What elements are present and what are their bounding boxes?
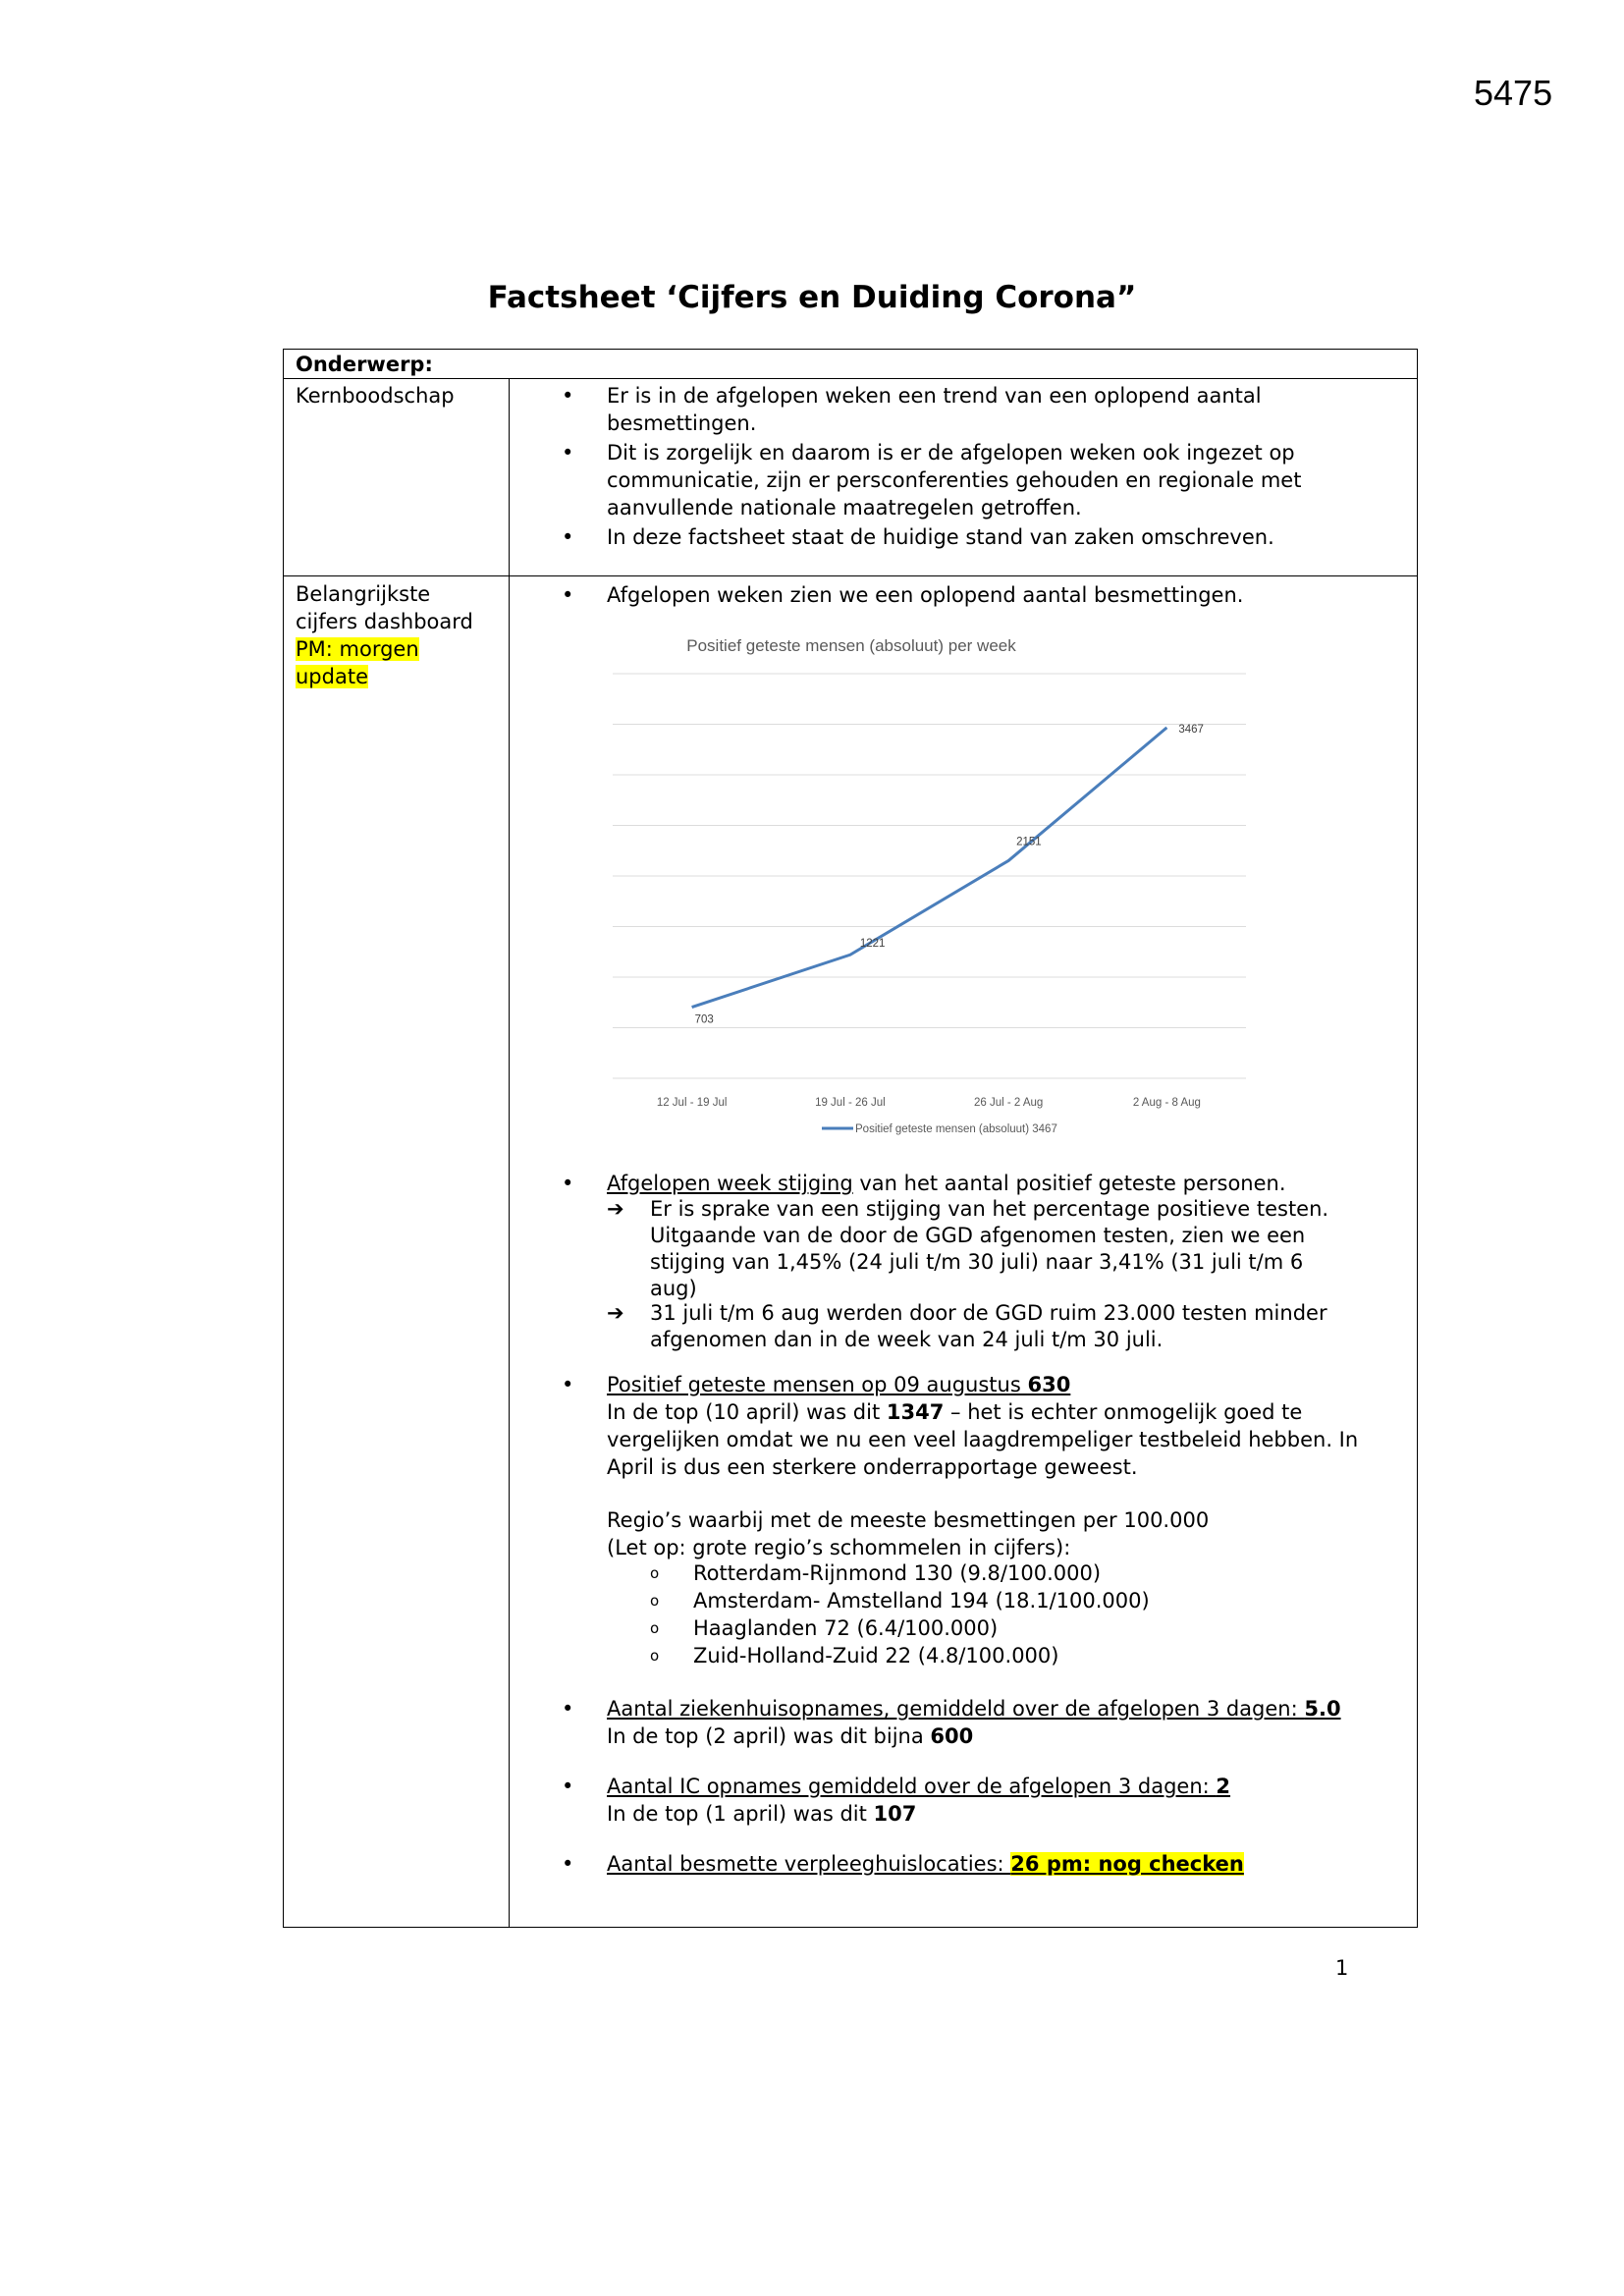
row-label-cijfers: Belangrijkste cijfers dashboard PM: morgen update bbox=[296, 582, 473, 688]
legend-label: Positief geteste mensen (absoluut) 3467 bbox=[855, 1123, 1057, 1135]
x-tick-label: 19 Jul - 26 Jul bbox=[815, 1097, 886, 1109]
arrow-right-icon: ➔ bbox=[607, 1197, 624, 1221]
data-label: 703 bbox=[694, 1013, 714, 1026]
page-title: Factsheet ‘Cijfers en Duiding Corona” bbox=[487, 280, 1137, 315]
row-label-kernboodschap: Kernboodschap bbox=[296, 384, 455, 408]
x-tick-label: 2 Aug - 8 Aug bbox=[1132, 1097, 1201, 1109]
data-label: 3467 bbox=[1178, 723, 1204, 736]
data-label: 1221 bbox=[859, 938, 886, 951]
arrow-right-icon: ➔ bbox=[607, 1301, 624, 1325]
x-tick-label: 12 Jul - 19 Jul bbox=[656, 1097, 728, 1109]
line-chart bbox=[284, 350, 1419, 1929]
document-number: 5475 bbox=[1474, 73, 1553, 113]
regions-intro: Regio’s waarbij met de meeste besmettingen per 100.000 (Let op: grote regio’s schommelen in cijfers): bbox=[607, 1508, 1210, 1559]
chart-title: Positief geteste mensen (absoluut) per week bbox=[686, 636, 1016, 655]
page-number: 1 bbox=[1335, 1956, 1349, 1980]
data-label: 2151 bbox=[1016, 836, 1042, 848]
x-tick-label: 26 Jul - 2 Aug bbox=[973, 1097, 1044, 1109]
table-header: Onderwerp: bbox=[296, 353, 433, 376]
series-line bbox=[692, 728, 1167, 1008]
factsheet-table: Onderwerp: Kernboodschap • Er is in de afgelopen weken een trend van een oplopend aantal besmettingen. • Dit is zorgelijk en daarom is er de afgelopen weken ook ingezet op communicatie, zijn er persconferenties gehouden en regionale met aanvullende nationale maatregelen getroffen. • In deze factsheet staat de huidige stand van zaken omschreven. Belangrijkste cijfers dashboard PM: morgen update • Afgelopen weken zien we een oplopend aantal besmettingen. Positief geteste mensen (absoluut) per week 12 Jul - 19 Jul 19 Jul - 26 Jul 26 Jul - 2 Aug 2 Aug - 8 Aug 703 1221 2151 3467 Positief geteste mensen (absoluut) 3467 • Afgelopen week stijging van het aantal positief geteste personen. ➔ Er is sprake van een stijging van het percentage positieve testen. Uitgaande van de door de GGD afgenomen testen, zien we een stijging van 1,45% (24 juli t/m 30 juli) naar 3,41% (31 juli t/m 6 aug) ➔ 31 juli t/m 6 aug werden door de GGD ruim 23.000 testen minder afgenomen dan in de week van 24 juli t/m 30 juli. • Positief geteste mensen op 09 augustus 630 In de top (10 april) was dit 1347 – het is echter onmogelijk goed te vergelijken omdat we nu een veel laagdrempeliger testbeleid hebben. In April is dus een sterkere onderrapportage geweest. Regio’s waarbij met de meeste besmettingen per 100.000 (Let op: grote regio’s schommelen in cijfers): o Rotterdam-Rijnmond 130 (9.8/100.000) o Amsterdam- Amstelland 194 (18.1/100.000) o Haaglanden 72 (6.4/100.000) o Zuid-Holland-Zuid 22 (4.8/100.000) • Aantal ziekenhuisopnames, gemiddeld over de afgelopen 3 dagen: 5.0 In de top (2 april) was dit bijna 600 • Aantal IC opnames gemiddeld over de afgelopen 3 dagen: 2 In de top (1 april) was dit 107 • Aantal besmette verpleeghuislocaties: 26 pm: nog checken bbox=[283, 349, 1418, 1928]
